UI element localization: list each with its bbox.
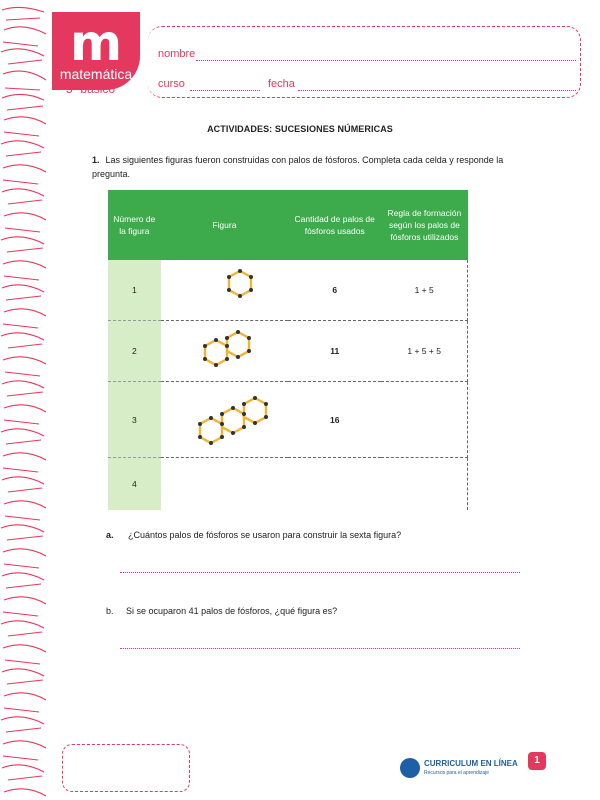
decorative-left-strip [0,0,48,800]
table-row [108,260,468,321]
question-b-text: Si se ocuparon 41 palos de fósforos, ¿qué figura es? [126,606,338,616]
name-label: nombre [158,48,196,60]
date-field[interactable] [298,90,576,91]
table-row [108,321,468,382]
header-figure-number: Número de la figura [108,190,161,260]
hexagon-figure-2 [164,322,284,378]
question-1-number: 1. [92,155,100,165]
match-count: 16 [288,382,381,458]
answer-a-line[interactable] [120,572,520,573]
question-a-text: ¿Cuántos palos de fósforos se usaron para construir la sexta figura? [128,530,402,540]
footer-box [62,744,190,792]
question-1 [92,153,512,181]
formation-rule[interactable] [381,458,467,510]
curriculum-logo [400,758,518,780]
formation-rule [381,382,467,458]
figure-number: 4 [108,458,161,510]
sequence-table [108,190,468,510]
page-title: ACTIVIDADES: SUCESIONES NÚMERICAS [207,124,393,134]
match-count: 6 [288,260,381,321]
logo-word: matemática [59,66,133,82]
grade-label: 5º básico [66,82,116,96]
table-header-row [108,190,468,260]
header-match-count: Cantidad de palos de fósforos usados [288,190,381,260]
figure-number: 1 [108,260,161,321]
figure-cell [161,260,288,321]
figure-cell[interactable] [161,458,288,510]
question-b [106,606,337,616]
date-label: fecha [268,78,295,90]
question-b-label: b. [106,606,114,616]
question-a-label: a. [106,530,114,540]
course-field[interactable] [190,90,260,91]
curriculum-play-icon [400,758,420,778]
hexagon-figure-3 [164,384,284,454]
match-count: 11 [288,321,381,382]
figure-cell [161,321,288,382]
hexagon-figure-1 [164,261,284,317]
match-count[interactable] [288,458,381,510]
student-info-box [148,26,581,98]
formation-rule: 1 + 5 + 5 [381,321,467,382]
formation-rule: 1 + 5 [381,260,467,321]
figure-number: 3 [108,382,161,458]
curriculum-brand: CURRICULUM EN LÍNEA [424,759,518,768]
figure-cell [161,382,288,458]
header-figure: Figura [161,190,288,260]
question-1-text: Las siguientes figuras fueron construidas con palos de fósforos. Completa cada celda y responde la pregunta. [92,155,504,179]
math-logo [52,12,140,90]
course-label: curso [158,78,185,90]
figure-number: 2 [108,321,161,382]
logo-letter: m [69,14,123,72]
table-row [108,458,468,510]
name-field[interactable] [196,60,576,61]
answer-b-line[interactable] [120,648,520,649]
table-row [108,382,468,458]
question-a [106,530,401,540]
header-formation-rule: Regla de formación según los palos de fósforos utilizados [381,190,467,260]
page-number: 1 [528,752,546,770]
curriculum-subtitle: Recursos para el aprendizaje [424,770,490,776]
